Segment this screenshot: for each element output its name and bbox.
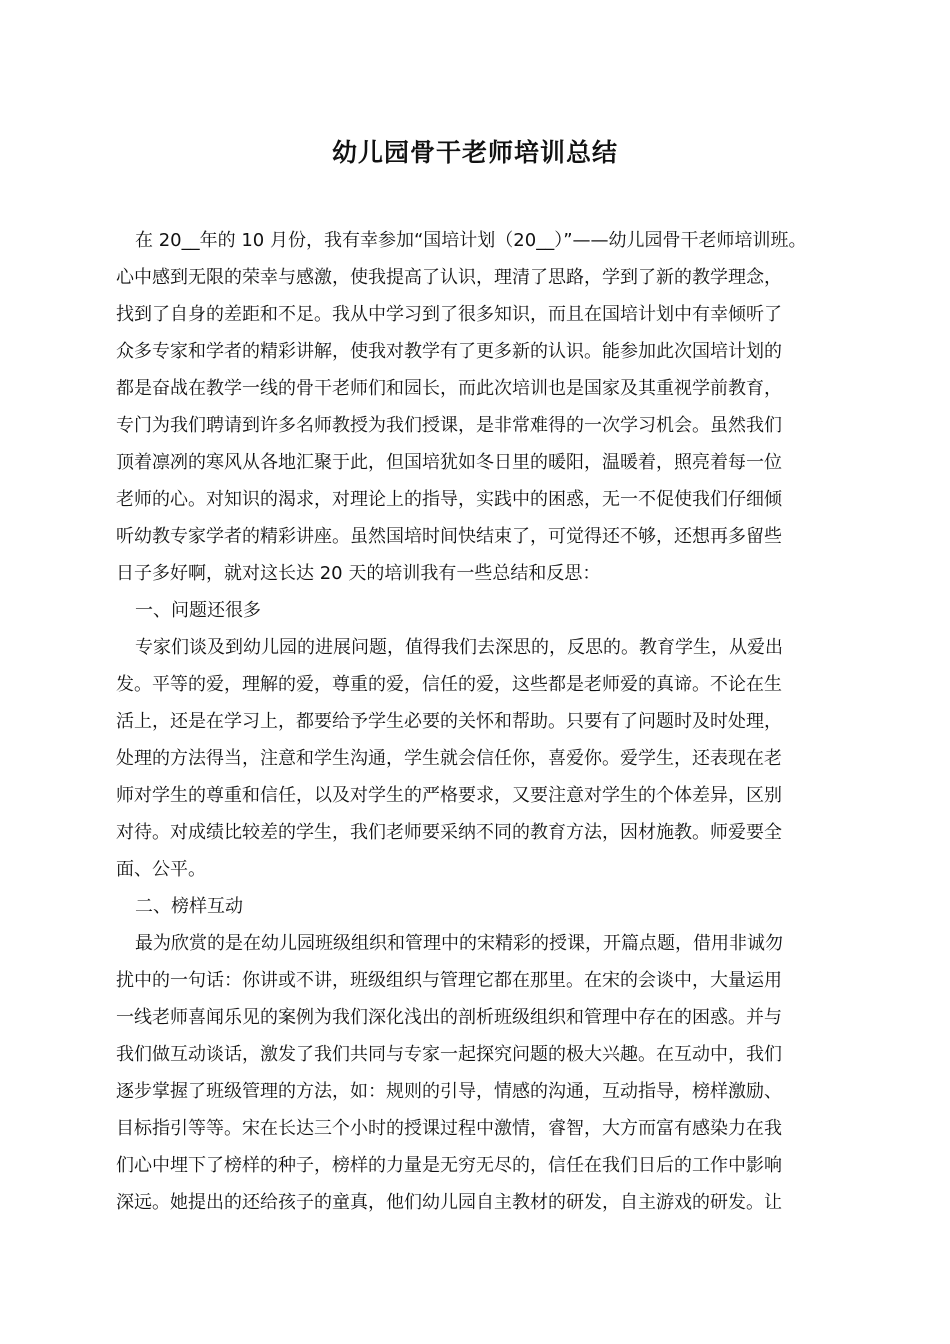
paragraph-line: 处理的方法得当，注意和学生沟通，学生就会信任你，喜爱你。爱学生，还表现在老 bbox=[116, 748, 782, 769]
paragraph-line: 目标指引等等。宋在长达三个小时的授课过程中激情，睿智，大方而富有感染力在我 bbox=[116, 1118, 782, 1139]
paragraph-line: 都是奋战在教学一线的骨干老师们和园长，而此次培训也是国家及其重视学前教育， bbox=[116, 378, 782, 399]
paragraph-line: 专门为我们聘请到许多名师教授为我们授课，是非常难得的一次学习机会。虽然我们 bbox=[116, 415, 782, 436]
section-heading: 一、问题还很多 bbox=[135, 600, 261, 621]
paragraph-line: 找到了自身的差距和不足。我从中学习到了很多知识，而且在国培计划中有幸倾听了 bbox=[116, 304, 782, 325]
paragraph-line: 最为欣赏的是在幼儿园班级组织和管理中的宋精彩的授课，开篇点题，借用非诚勿 bbox=[135, 933, 783, 954]
document-body bbox=[116, 222, 841, 1221]
paragraph-line: 扰中的一句话：你讲或不讲，班级组织与管理它都在那里。在宋的会谈中，大量运用 bbox=[116, 970, 782, 991]
paragraph-line: 日子多好啊，就对这长达 20 天的培训我有一些总结和反思： bbox=[116, 563, 601, 584]
paragraph-line: 面、公平。 bbox=[116, 859, 206, 880]
paragraph-line: 众多专家和学者的精彩讲解，使我对教学有了更多新的认识。能参加此次国培计划的 bbox=[116, 341, 782, 362]
paragraph-line: 顶着凛冽的寒风从各地汇聚于此，但国培犹如冬日里的暖阳，温暖着，照亮着每一位 bbox=[116, 452, 782, 473]
paragraph-line: 我们做互动谈话，激发了我们共同与专家一起探究问题的极大兴趣。在互动中，我们 bbox=[116, 1044, 782, 1065]
paragraph-line: 一线老师喜闻乐见的案例为我们深化浅出的剖析班级组织和管理中存在的困惑。并与 bbox=[116, 1007, 782, 1028]
paragraph-line: 逐步掌握了班级管理的方法，如：规则的引导，情感的沟通，互动指导，榜样激励、 bbox=[116, 1081, 782, 1102]
paragraph-line: 专家们谈及到幼儿园的进展问题，值得我们去深思的，反思的。教育学生，从爱出 bbox=[135, 637, 783, 658]
paragraph-line: 心中感到无限的荣幸与感激，使我提高了认识，理清了思路，学到了新的教学理念， bbox=[116, 267, 782, 288]
paragraph-line: 深远。她提出的还给孩子的童真，他们幼儿园自主教材的研发，自主游戏的研发。让 bbox=[116, 1192, 782, 1213]
paragraph-line: 听幼教专家学者的精彩讲座。虽然国培时间快结束了，可觉得还不够，还想再多留些 bbox=[116, 526, 782, 547]
paragraph-line: 对待。对成绩比较差的学生，我们老师要采纳不同的教育方法，因材施教。师爱要全 bbox=[116, 822, 782, 843]
document-title: 幼儿园骨干老师培训总结 bbox=[331, 138, 618, 167]
paragraph-line: 师对学生的尊重和信任，以及对学生的严格要求，又要注意对学生的个体差异，区别 bbox=[116, 785, 782, 806]
paragraph-line: 活上，还是在学习上，都要给予学生必要的关怀和帮助。只要有了问题时及时处理， bbox=[116, 711, 782, 732]
paragraph-line: 在 20__年的 10 月份，我有幸参加“国培计划（20__）”——幼儿园骨干老师培训班。 bbox=[135, 230, 807, 251]
paragraph-line: 们心中埋下了榜样的种子，榜样的力量是无穷无尽的，信任在我们日后的工作中影响 bbox=[116, 1155, 782, 1176]
paragraph-line: 发。平等的爱，理解的爱，尊重的爱，信任的爱，这些都是老师爱的真谛。不论在生 bbox=[116, 674, 782, 695]
paragraph-line: 老师的心。对知识的渴求，对理论上的指导，实践中的困惑，无一不促使我们仔细倾 bbox=[116, 489, 782, 510]
section-heading: 二、榜样互动 bbox=[135, 896, 243, 917]
